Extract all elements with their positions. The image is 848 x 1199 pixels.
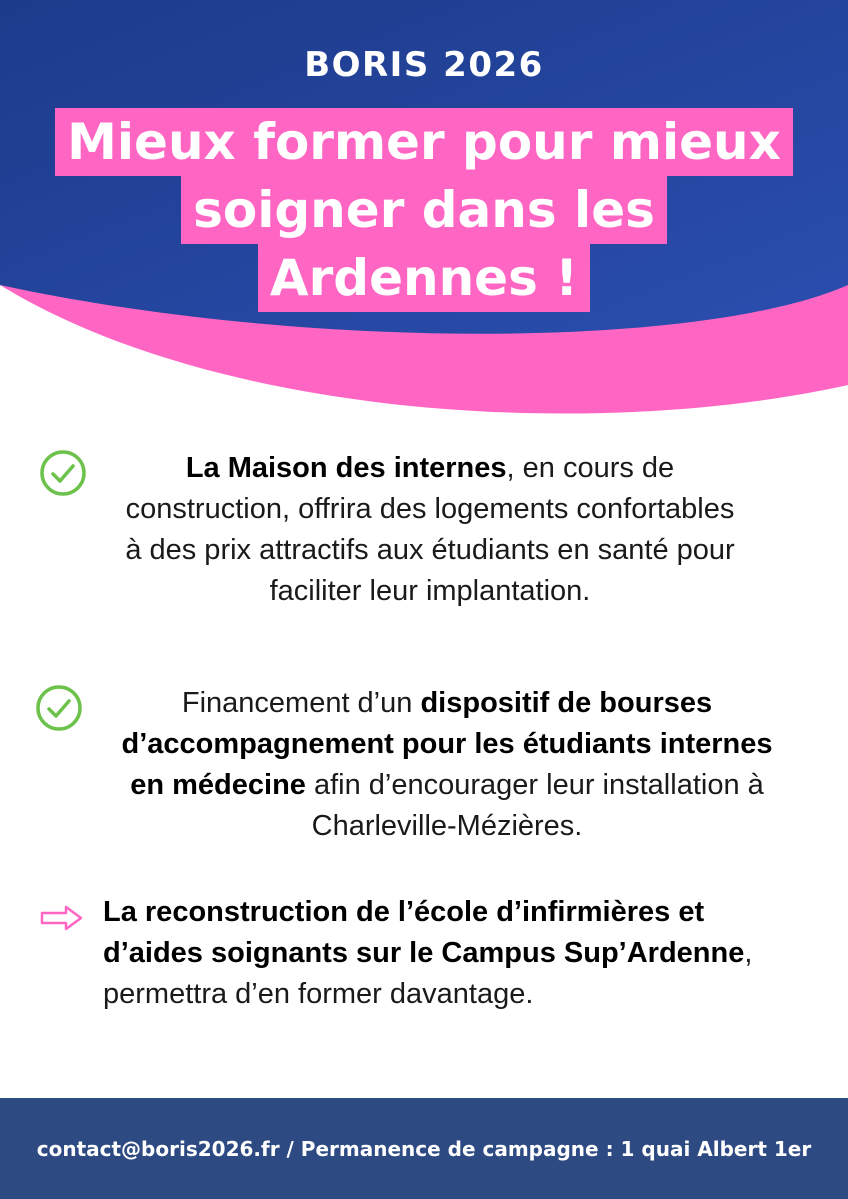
footer-contact [0, 1098, 848, 1199]
list-item: La reconstruction de l’école d’infirmières et d’aides soignants sur le Campus Sup’Ardenne, permettra d’en former davantage. [103, 896, 753, 1010]
check-circle-icon [38, 448, 88, 498]
list-item: La Maison des internes, en cours de construction, offrira des logements confortables à des prix attractifs aux étudiants en santé pour faciliter leur implantation. [125, 452, 735, 607]
brand-title: BORIS 2026 [304, 45, 544, 85]
headline-line: soigner dans les [181, 176, 667, 244]
check-circle-icon [34, 683, 84, 733]
headline-line: Ardennes ! [258, 244, 590, 312]
footer-text: contact@boris2026.fr / Permanence de campagne : 1 quai Albert 1er [36, 1136, 812, 1161]
headline [0, 108, 848, 312]
arrow-right-icon [40, 904, 84, 932]
headline-line: Mieux former pour mieux [55, 108, 793, 176]
list-item: Financement d’un dispositif de bourses d’accompagnement pour les étudiants internes en médecine afin d’encourager leur installation à Charleville-Mézières. [121, 687, 773, 842]
